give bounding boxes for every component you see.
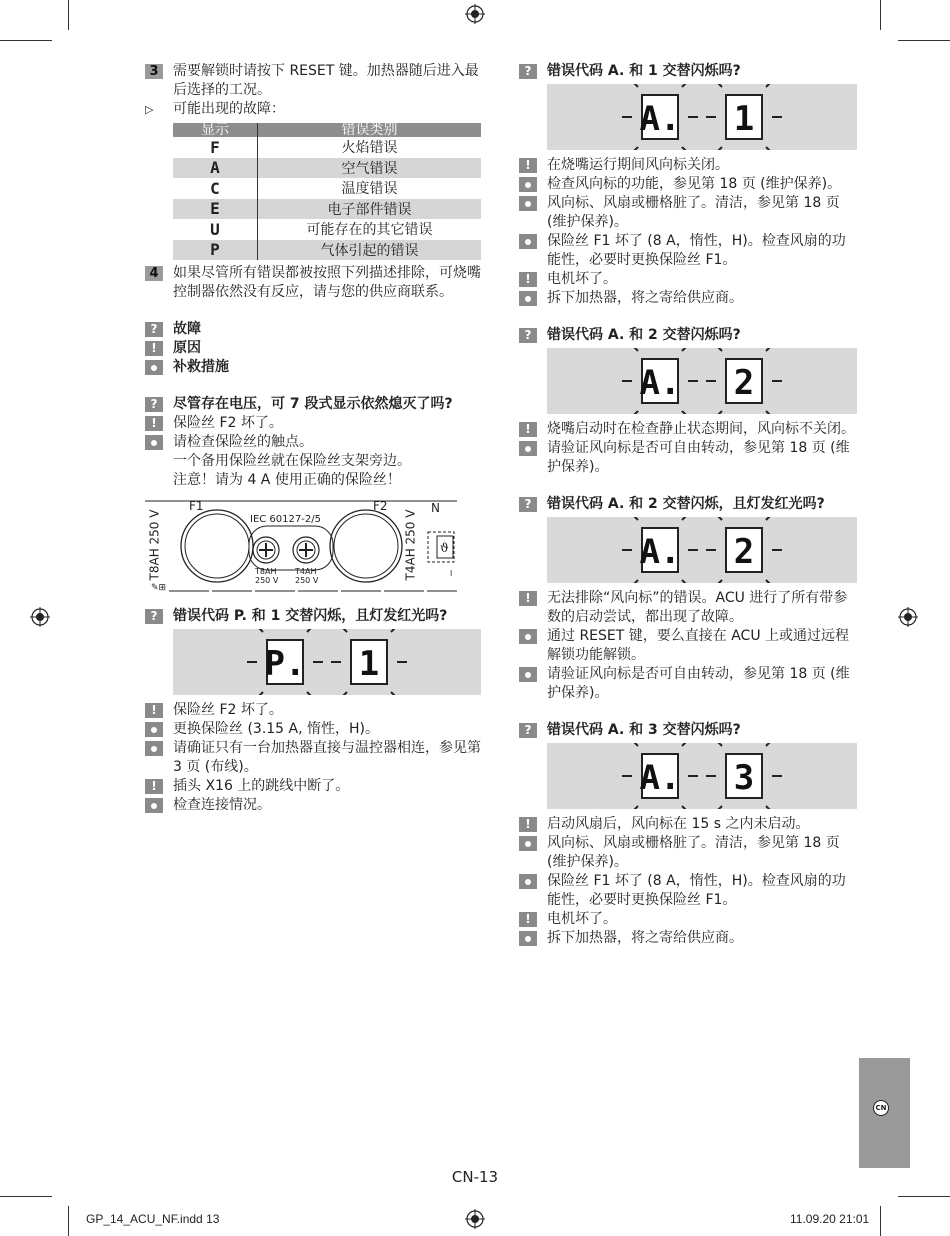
note-text: 注意！请为 4 A 使用正确的保险丝！ — [173, 472, 401, 488]
remedy-item — [519, 232, 857, 270]
table-row — [173, 137, 481, 158]
fuse-holder-diagram — [145, 498, 453, 593]
bullet-marker — [145, 741, 163, 756]
svg-text:✎⊞: ✎⊞ — [151, 583, 167, 593]
registration-mark-icon — [465, 1209, 485, 1229]
error-code: A — [173, 158, 258, 179]
error-label: 火焰错误 — [341, 140, 398, 157]
display-digit-1 — [331, 629, 407, 695]
legend-fault — [145, 320, 481, 339]
display-digit-0 — [247, 629, 323, 695]
bullet-marker — [519, 291, 537, 306]
registration-mark-icon — [30, 607, 50, 627]
small-fuse-1-voltage: 250 V — [255, 576, 279, 585]
remedy-item — [519, 439, 857, 477]
cause-item — [145, 777, 481, 796]
remedy-item — [519, 929, 857, 948]
remedy-item — [519, 872, 857, 910]
display-digit-1 — [706, 517, 782, 583]
exclamation-marker: ! — [519, 591, 537, 606]
item-text: 通过 RESET 键，要么直接在 ACU 上或通过远程解锁功能解锁。 — [547, 628, 850, 663]
note-text: 一个备用保险丝就在保险丝支架旁边。 — [173, 453, 411, 469]
small-fuse-2-voltage: 250 V — [295, 576, 319, 585]
crop-mark — [898, 40, 950, 41]
question-marker: ? — [519, 723, 537, 738]
item-text: 无法排除“风向标”的错误。ACU 进行了所有带参数的启动尝试，都出现了故障。 — [547, 590, 848, 625]
question-heading — [519, 495, 857, 514]
table-header: 错误类别 — [258, 123, 482, 137]
item-list — [519, 815, 857, 948]
bullet-marker — [519, 234, 537, 249]
step-number: 4 — [145, 266, 163, 281]
question-marker: ? — [145, 397, 163, 412]
cause-item — [145, 701, 481, 720]
remedy-item — [145, 720, 481, 739]
table-row — [173, 178, 481, 199]
bullet-marker — [145, 798, 163, 813]
f2-label: F2 — [373, 499, 388, 513]
crop-mark — [898, 1196, 950, 1197]
table-row — [173, 219, 481, 240]
display-digit-text: 2 — [733, 363, 755, 403]
table-header-row — [173, 123, 481, 137]
error-label: 可能存在的其它错误 — [306, 222, 433, 239]
step-text: 如果尽管所有错误都被按照下列描述排除，可烧嘴控制器依然没有反应，请与您的供应商联系。 — [173, 265, 481, 300]
crop-mark — [0, 40, 52, 41]
remedy-item — [519, 289, 857, 308]
legend-cause-text: 原因 — [173, 340, 201, 356]
item-list — [519, 156, 857, 308]
display-digit-1 — [706, 743, 782, 809]
question-heading — [145, 395, 481, 414]
question-heading — [519, 326, 857, 345]
error-code: U — [173, 219, 258, 240]
bullet-marker — [519, 874, 537, 889]
cause-item — [519, 815, 857, 834]
remedy-item — [519, 175, 857, 194]
question-heading — [519, 721, 857, 740]
item-text: 风向标、风扇或栅格脏了。清洁，参见第 18 页 (维护保养)。 — [547, 195, 840, 230]
display-digit-text: 1 — [358, 644, 380, 684]
display-digit-text: 1 — [733, 99, 755, 139]
f1-label: F1 — [189, 499, 204, 513]
item-text: 请验证风向标是否可自由转动，参见第 18 页 (维护保养)。 — [547, 440, 850, 475]
table-header: 显示 — [173, 123, 258, 137]
item-text: 请验证风向标是否可自由转动，参见第 18 页 (维护保养)。 — [547, 666, 850, 701]
display-digit-text: A. — [639, 363, 681, 403]
cause-item — [519, 420, 857, 439]
bullet-marker — [519, 177, 537, 192]
question-marker: ? — [519, 328, 537, 343]
item-text: 保险丝 F2 坏了。 — [173, 702, 283, 718]
registration-mark-icon — [465, 4, 485, 24]
remedy-item — [145, 796, 481, 815]
led-display — [547, 348, 857, 414]
triangle-icon: ▷ — [145, 103, 154, 116]
cause-item — [145, 414, 481, 433]
small-fuse-2-type: T4AH — [295, 567, 317, 576]
question-heading — [519, 62, 857, 81]
remedy-item — [519, 194, 857, 232]
exclamation-marker: ! — [519, 272, 537, 287]
language-tab — [859, 1058, 910, 1168]
question-marker: ? — [519, 64, 537, 79]
crop-mark — [0, 1196, 52, 1197]
possible-faults-text: 可能出现的故障： — [173, 101, 285, 117]
question-marker: ? — [145, 609, 163, 624]
bullet-marker — [519, 196, 537, 211]
table-row — [173, 199, 481, 220]
exclamation-marker: ! — [145, 703, 163, 718]
item-text: 拆下加热器，将之寄给供应商。 — [547, 930, 743, 946]
bullet-marker — [519, 836, 537, 851]
item-text: 保险丝 F1 坏了 (8 A，惰性，H)。检查风扇的功能性，必要时更换保险丝 F1。 — [547, 873, 846, 908]
display-digit-0 — [622, 743, 698, 809]
question-heading — [145, 607, 481, 626]
remedy-item — [519, 665, 857, 703]
item-text: 在烧嘴运行期间风向标关闭。 — [547, 157, 729, 173]
legend-fault-text: 故障 — [173, 321, 201, 337]
item-text: 插头 X16 上的跳线中断了。 — [173, 778, 350, 794]
item-text: 电机坏了。 — [547, 271, 617, 287]
remedy-item — [145, 739, 481, 777]
display-digit-0 — [622, 84, 698, 150]
display-digit-text: A. — [639, 532, 681, 572]
error-label: 电子部件错误 — [258, 199, 482, 220]
item-text: 检查风向标的功能，参见第 18 页 (维护保养)。 — [547, 176, 842, 192]
item-text: 请确证只有一台加热器直接与温控器相连，参见第 3 页 (布线)。 — [173, 740, 481, 775]
remedy-item — [519, 834, 857, 872]
iec-label: IEC 60127-2/5 — [250, 514, 321, 525]
display-digit-0 — [622, 517, 698, 583]
error-code: E — [173, 199, 258, 220]
legend-remedy-text: 补救措施 — [173, 359, 229, 375]
crop-mark — [880, 0, 881, 30]
step-number: 3 — [145, 64, 163, 79]
step-4 — [145, 264, 481, 302]
error-label: 空气错误 — [258, 158, 482, 179]
item-text: 风向标、风扇或栅格脏了。清洁，参见第 18 页 (维护保养)。 — [547, 835, 840, 870]
step-3 — [145, 62, 481, 100]
led-display — [547, 743, 857, 809]
error-label: 气体引起的错误 — [258, 240, 482, 261]
cause-item — [519, 270, 857, 289]
cause-item — [519, 156, 857, 175]
item-text: 保险丝 F1 坏了 (8 A，惰性，H)。检查风扇的功能性，必要时更换保险丝 F1。 — [547, 233, 846, 268]
item-list — [519, 420, 857, 477]
svg-text:ϑ: ϑ — [440, 541, 449, 555]
left-column — [145, 62, 481, 815]
remedy-item — [519, 627, 857, 665]
error-label: 温度错误 — [341, 181, 398, 198]
table-row — [173, 240, 481, 261]
exclamation-marker: ! — [145, 416, 163, 431]
item-text: 启动风扇后，风向标在 15 s 之内未启动。 — [547, 816, 810, 832]
display-digit-text: 2 — [733, 532, 755, 572]
page-number: CN-13 — [451, 1168, 499, 1186]
led-display — [547, 84, 857, 150]
right-rating-label: T4AH 250 V — [403, 509, 418, 581]
exclamation-marker: ! — [519, 912, 537, 927]
bullet-marker — [145, 360, 163, 375]
registration-mark-icon — [898, 607, 918, 627]
cause-item — [519, 910, 857, 929]
display-digit-text: 3 — [733, 758, 755, 798]
display-digit-text: P. — [264, 644, 306, 684]
error-code: F — [173, 137, 258, 158]
question-marker: ? — [519, 497, 537, 512]
n-label: N — [431, 501, 440, 515]
item-text: 检查连接情况。 — [173, 797, 271, 813]
question-title: 错误代码 A. 和 2 交替闪烁，且灯发红光吗? — [547, 496, 825, 512]
exclamation-marker: ! — [519, 158, 537, 173]
cause-item — [519, 589, 857, 627]
table-row — [173, 158, 481, 179]
item-text: 烧嘴启动时在检查静止状态期间，风向标不关闭。 — [547, 421, 855, 437]
item-text: 拆下加热器，将之寄给供应商。 — [547, 290, 743, 306]
display-digit-0 — [622, 348, 698, 414]
right-column — [519, 62, 857, 948]
crop-mark — [68, 1206, 69, 1236]
led-display — [547, 517, 857, 583]
exclamation-marker: ! — [519, 422, 537, 437]
legend-cause — [145, 339, 481, 358]
exclamation-marker: ! — [145, 779, 163, 794]
display-digit-text: A. — [639, 99, 681, 139]
crop-mark — [880, 1206, 881, 1236]
question-title: 错误代码 P. 和 1 交替闪烁，且灯发红光吗? — [173, 608, 448, 624]
footer-timestamp: 11.09.20 21:01 — [790, 1212, 870, 1226]
error-code: P — [173, 240, 258, 261]
item-list — [519, 589, 857, 703]
legend-remedy — [145, 358, 481, 377]
possible-faults-line — [145, 100, 481, 119]
remedy-item — [145, 433, 481, 490]
exclamation-marker: ! — [519, 817, 537, 832]
footer-filename: GP_14_ACU_NF.indd 13 — [86, 1212, 220, 1226]
display-digit-text: A. — [639, 758, 681, 798]
item-list — [145, 701, 481, 815]
item-text: 请检查保险丝的触点。 — [173, 434, 313, 450]
error-table — [173, 123, 481, 260]
question-marker: ? — [145, 322, 163, 337]
error-code: C — [173, 178, 258, 199]
led-display — [173, 629, 481, 695]
item-text: 更换保险丝 (3.15 A, 惰性，H)。 — [173, 721, 380, 737]
left-rating-label: T8AH 250 V — [147, 509, 162, 581]
display-digit-1 — [706, 84, 782, 150]
crop-mark — [68, 0, 69, 30]
svg-text:l: l — [450, 569, 453, 578]
question-title: 错误代码 A. 和 2 交替闪烁吗? — [547, 327, 741, 343]
bullet-marker — [145, 435, 163, 450]
language-flag-icon: CN — [873, 1100, 889, 1116]
question-title: 错误代码 A. 和 3 交替闪烁吗? — [547, 722, 741, 738]
question-title: 错误代码 A. 和 1 交替闪烁吗? — [547, 63, 741, 79]
bullet-marker — [519, 931, 537, 946]
item-text: 保险丝 F2 坏了。 — [173, 415, 283, 431]
question-title: 尽管存在电压，可 7 段式显示依然熄灭了吗? — [173, 396, 453, 412]
bullet-marker — [519, 667, 537, 682]
small-fuse-1-type: T8AH — [255, 567, 277, 576]
item-text: 电机坏了。 — [547, 911, 617, 927]
bullet-marker — [145, 722, 163, 737]
step-text: 需要解锁时请按下 RESET 键。加热器随后进入最后选择的工况。 — [173, 63, 479, 98]
bullet-marker — [519, 629, 537, 644]
bullet-marker — [519, 441, 537, 456]
exclamation-marker: ! — [145, 341, 163, 356]
display-digit-1 — [706, 348, 782, 414]
